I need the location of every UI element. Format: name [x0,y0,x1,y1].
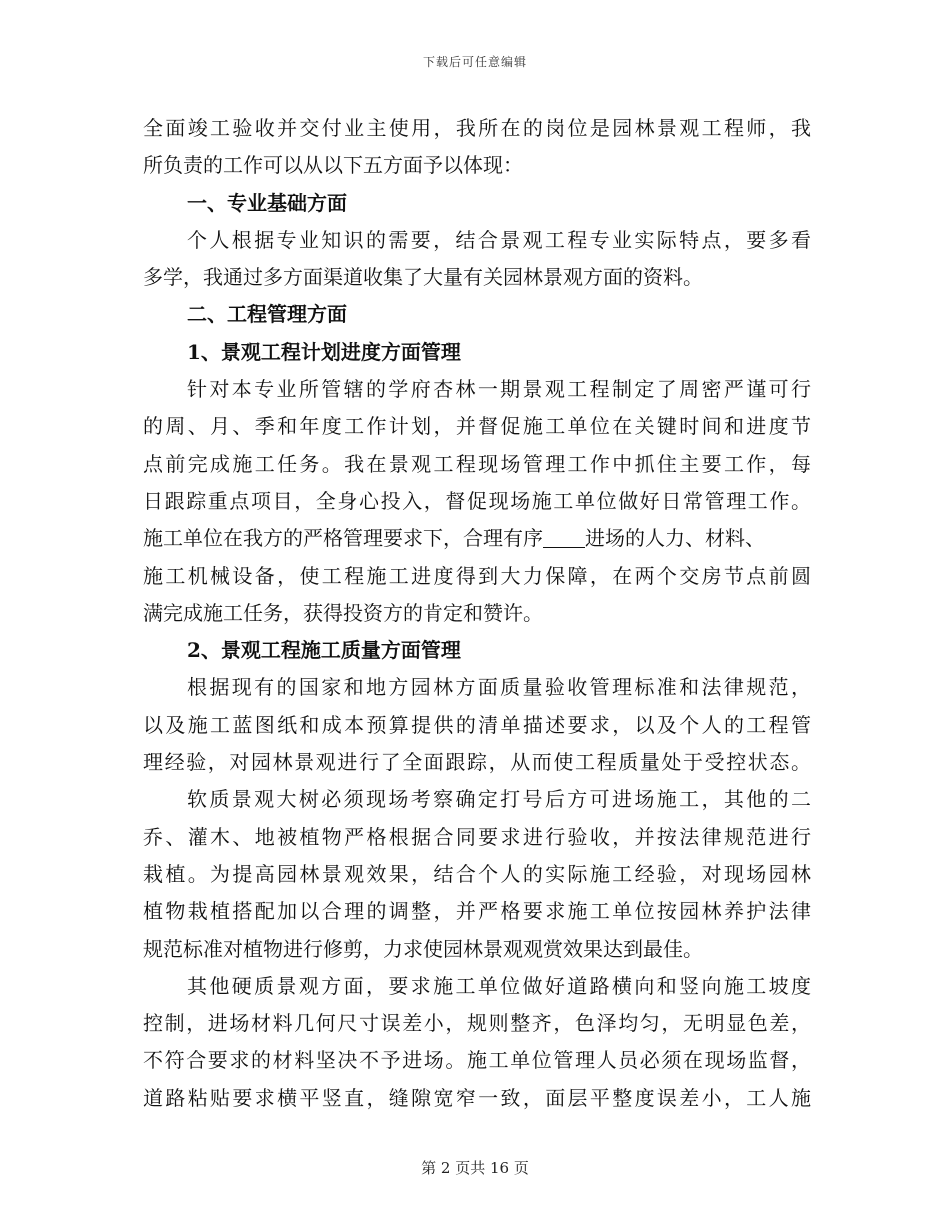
section-heading: 二、工程管理方面 [187,302,347,327]
paragraph-line: 日跟踪重点项目，全身心投入，督促现场施工单位做好日常管理工作。 [143,488,811,513]
paragraph-line: 软质景观大树必须现场考察确定打号后方可进场施工，其他的二 [187,787,811,812]
paragraph-line: 满完成施工任务，获得投资方的肯定和赞许。 [143,600,543,625]
paragraph-line: 多学，我通过多方面渠道收集了大量有关园林景观方面的资料。 [143,265,703,290]
paragraph-line: 理经验，对园林景观进行了全面跟踪，从而使工程质量处于受控状态。 [143,750,811,775]
paragraph-line: 其他硬质景观方面，要求施工单位做好道路横向和竖向施工坡度 [187,973,811,998]
paragraph-line: 个人根据专业知识的需要，结合景观工程专业实际特点，要多看 [187,227,811,252]
paragraph-line: 针对本专业所管辖的学府杏林一期景观工程制定了周密严谨可行 [187,377,811,402]
paragraph-line: 栽植。为提高园林景观效果，结合个人的实际施工经验，对现场园林 [143,861,811,886]
document-body [143,110,811,1117]
paragraph-line: 道路粘贴要求横平竖直，缝隙宽窄一致，面层平整度误差小，工人施 [143,1085,811,1110]
paragraph-line: 点前完成施工任务。我在景观工程现场管理工作中抓住主要工作，每 [143,451,811,476]
subsection-heading: 1、景观工程计划进度方面管理 [187,339,461,364]
paragraph-line: 的周、月、季和年度工作计划，并督促施工单位在关键时间和进度节 [143,414,811,439]
page-footer: 第 2 页共 16 页 [421,1159,529,1177]
blank-underline [543,525,585,548]
paragraph-line: 乔、灌木、地被植物严格根据合同要求进行验收，并按法律规范进行 [143,824,811,849]
line-segment: 进场的人力、材料、 [585,526,765,551]
page-header: 下载后可任意编辑 [422,55,527,69]
paragraph-line: 施工机械设备，使工程施工进度得到大力保障，在两个交房节点前圆 [143,563,811,588]
paragraph-line: 植物栽植搭配加以合理的调整，并严格要求施工单位按园林养护法律 [143,899,811,924]
line-segment: 施工单位在我方的严格管理要求下，合理有序 [143,526,543,551]
paragraph-line: 所负责的工作可以从以下五方面予以体现： [143,153,523,178]
subsection-heading: 2、景观工程施工质量方面管理 [187,638,461,663]
paragraph-line: 根据现有的国家和地方园林方面质量验收管理标准和法律规范， [187,675,811,700]
paragraph-line: 以及施工蓝图纸和成本预算提供的清单描述要求，以及个人的工程管 [143,712,811,737]
paragraph-line [143,520,811,557]
paragraph-line: 不符合要求的材料坚决不予进场。施工单位管理人员必须在现场监督， [143,1048,811,1073]
paragraph-line: 控制，进场材料几何尺寸误差小，规则整齐，色泽均匀，无明显色差， [143,1011,811,1036]
paragraph-line: 全面竣工验收并交付业主使用，我所在的岗位是园林景观工程师，我 [143,116,811,140]
paragraph-line: 规范标准对植物进行修剪，力求使园林景观观赏效果达到最佳。 [143,936,703,961]
section-heading: 一、专业基础方面 [187,190,347,215]
